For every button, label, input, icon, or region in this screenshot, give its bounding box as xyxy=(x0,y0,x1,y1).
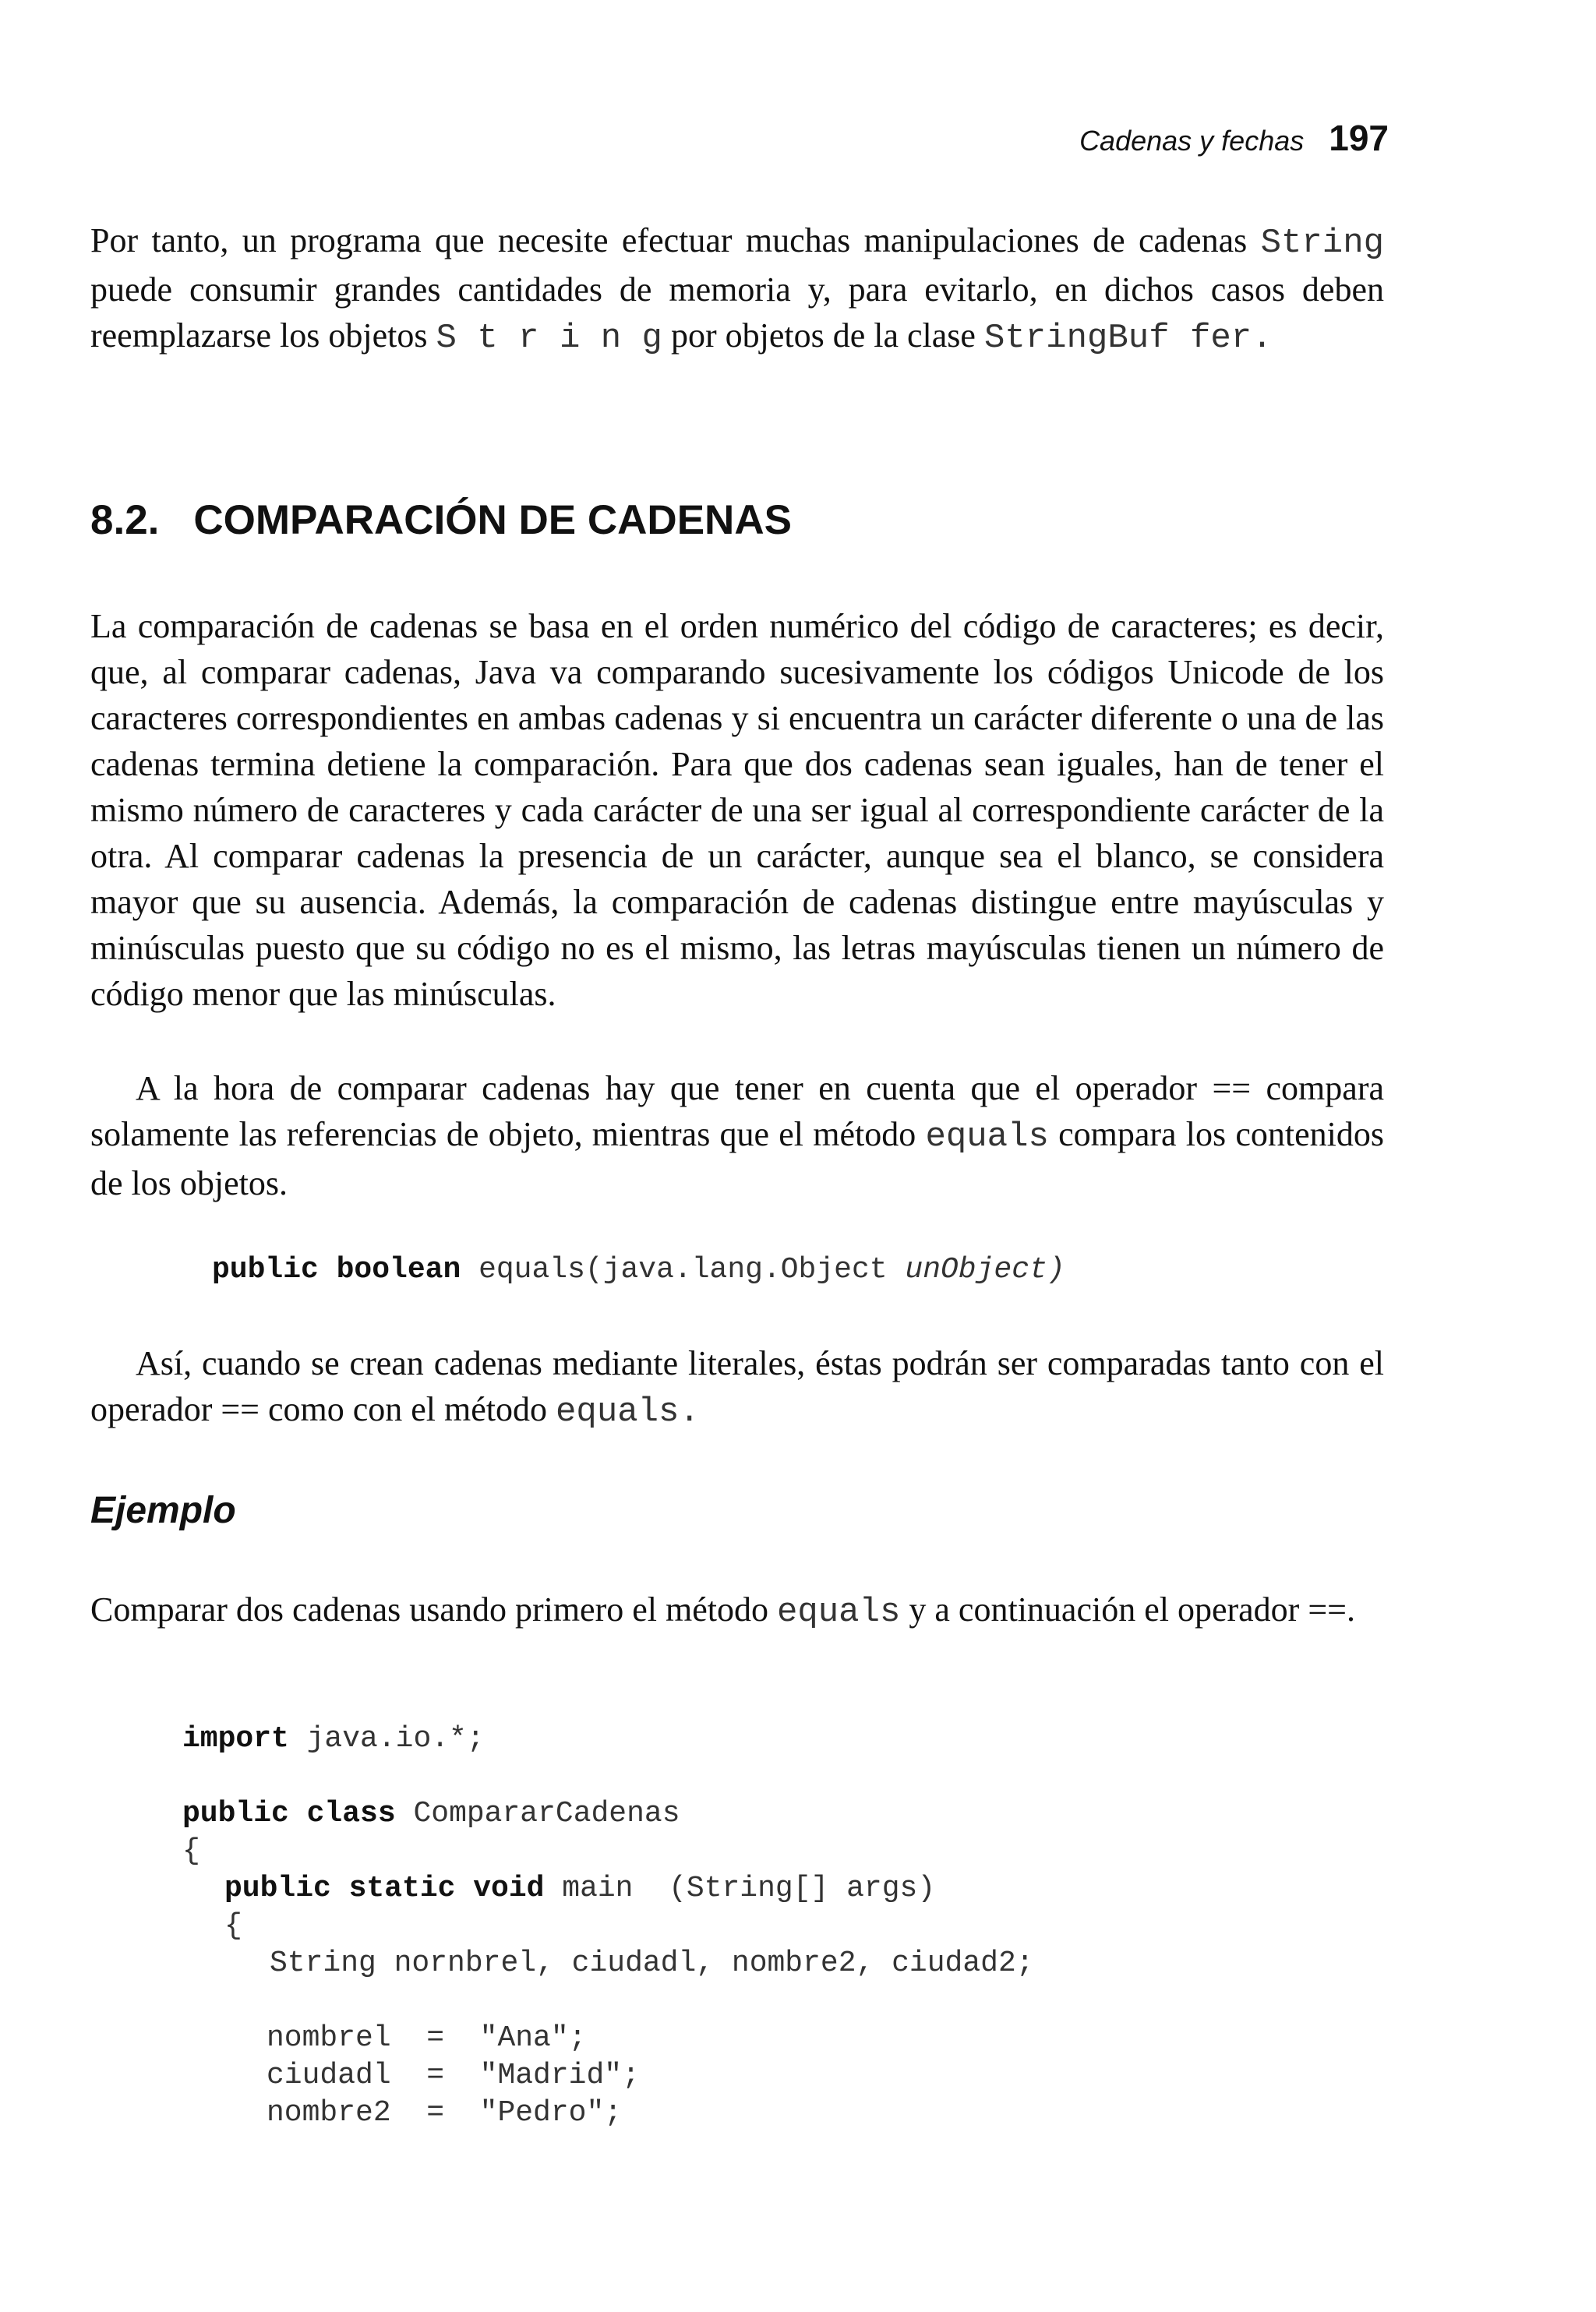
intro-text-1: Por tanto, un programa que necesite efectuar muchas manipulaciones de cadenas xyxy=(90,221,1248,259)
method-signature xyxy=(212,1253,1065,1287)
signature-keywords: public boolean xyxy=(212,1253,461,1287)
example-code-equals: equals xyxy=(776,1593,901,1632)
intro-code-string: String xyxy=(1260,224,1385,263)
code-text: nombre2 = "Pedro"; xyxy=(267,2096,623,2130)
p3-code-equals: equals. xyxy=(556,1392,700,1431)
code-text: String nornbrel, ciudadl, nombre2, ciudad2; xyxy=(270,1947,1034,1980)
code-blank-line xyxy=(182,1982,1034,2020)
code-line xyxy=(182,1721,1034,1758)
example-text-2: y a continuación el operador ==. xyxy=(909,1590,1355,1629)
example-text-1: Comparar dos cadenas usando primero el método xyxy=(90,1590,768,1629)
p3-text-1: Así, cuando se crean cadenas mediante literales, éstas podrán ser comparadas tanto con el operador == como con el método xyxy=(90,1344,1384,1428)
code-text: { xyxy=(224,1909,242,1943)
code-text: { xyxy=(182,1834,200,1868)
code-listing xyxy=(182,1721,1034,2132)
page-header xyxy=(1079,117,1389,159)
running-title: Cadenas y fechas xyxy=(1079,125,1305,157)
intro-text-2: puede consumir grandes cantidades de memoria y, para evitarlo, en dichos casos deben reemplazarse los objetos xyxy=(90,270,1384,355)
code-keyword: import xyxy=(182,1722,289,1756)
body-paragraph-3 xyxy=(90,1340,1384,1435)
code-keyword: public class xyxy=(182,1797,396,1830)
signature-text: equals(java.lang.Object xyxy=(478,1253,888,1287)
code-text: nombrel = "Ana"; xyxy=(267,2021,587,2055)
code-line xyxy=(182,2057,1034,2095)
signature-param: unObject) xyxy=(905,1253,1065,1287)
code-text: CompararCadenas xyxy=(395,1797,680,1830)
code-text: ciudadl = "Madrid"; xyxy=(267,2059,640,2092)
section-heading xyxy=(90,496,792,544)
code-line xyxy=(182,2020,1034,2057)
intro-paragraph xyxy=(90,217,1384,362)
code-text: main (String[] args) xyxy=(544,1872,936,1905)
code-line xyxy=(182,1870,1034,1908)
intro-code-string-spaced: S t r i n g xyxy=(436,319,662,358)
code-text: java.io.*; xyxy=(288,1722,485,1756)
p2-text-2: compara los contenidos de los objetos. xyxy=(90,1115,1384,1202)
intro-text-3: por objetos de la clase xyxy=(670,316,976,355)
code-keyword: public static void xyxy=(224,1872,545,1905)
code-line xyxy=(182,2095,1034,2132)
code-line xyxy=(182,1833,1034,1870)
section-title: COMPARACIÓN DE CADENAS xyxy=(193,497,792,543)
p2-code-equals: equals xyxy=(925,1117,1049,1156)
example-heading: Ejemplo xyxy=(90,1490,236,1531)
code-line xyxy=(182,1945,1034,1982)
code-line xyxy=(182,1908,1034,1945)
intro-code-stringbuffer: StringBuf fer. xyxy=(983,319,1273,358)
body-paragraph-2 xyxy=(90,1065,1384,1206)
example-paragraph xyxy=(90,1587,1384,1636)
code-line xyxy=(182,1795,1034,1833)
code-blank-line xyxy=(182,1758,1034,1795)
body-paragraph-1: La comparación de cadenas se basa en el orden numérico del código de caracteres; es decir, que, al comparar cadenas, Java va comparando sucesivamente los códigos Unicode de los caracteres correspondientes en ambas cadenas y si encuentra un carácter diferente o una de las cadenas termina detiene la comparación. Para que dos cadenas sean iguales, han de tener el mismo número de caracteres y cada carácter de una ser igual al correspondiente carácter de la otra. Al comparar cadenas la presencia de un carácter, aunque sea el blanco, se considera mayor que su ausencia. Además, la comparación de cadenas distingue entre mayúsculas y minúsculas puesto que su código no es el mismo, las letras mayúsculas tienen un número de código menor que las minúsculas. xyxy=(90,607,1384,1013)
p2-text-1: A la hora de comparar cadenas hay que tener en cuenta que el operador == compara solamente las referencias de objeto, mientras que el método xyxy=(90,1069,1384,1153)
section-number: 8.2. xyxy=(90,497,160,543)
page-number: 197 xyxy=(1329,118,1389,158)
